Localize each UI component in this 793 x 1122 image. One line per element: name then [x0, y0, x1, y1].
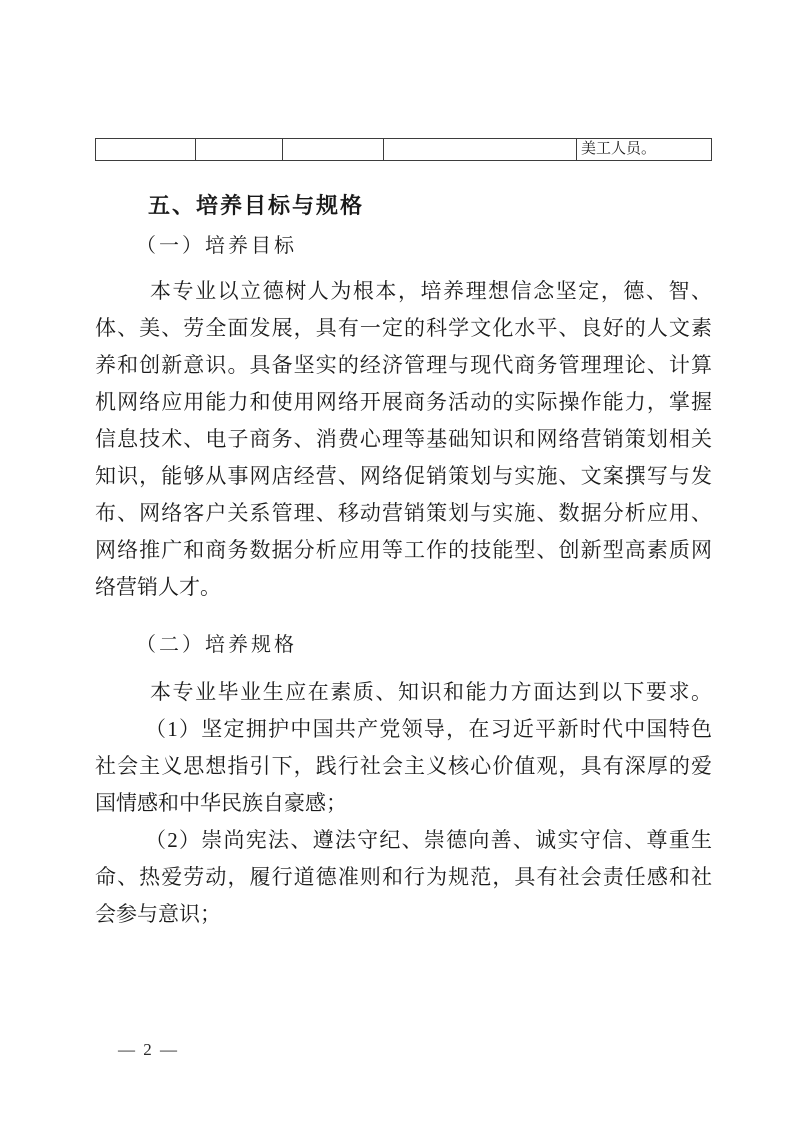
paragraph-line: 络营销人才。	[95, 575, 221, 599]
paragraph-line: 网络推广和商务数据分析应用等工作的技能型、创新型高素质网	[95, 538, 712, 562]
paragraph-line: 国情感和中华民族自豪感；	[95, 791, 347, 815]
paragraph-line: 命、热爱劳动，履行道德准则和行为规范，具有社会责任感和社	[95, 865, 712, 889]
subheading-training-goal: （一）培养目标	[136, 235, 297, 257]
paragraph-line: 本专业以立德树人为根本，培养理想信念坚定，德、智、	[150, 279, 712, 303]
paragraph-training-goal	[95, 273, 712, 606]
subheading-training-spec: （二）培养规格	[136, 634, 297, 656]
paragraph-spec-intro: 本专业毕业生应在素质、知识和能力方面达到以下要求。	[150, 680, 712, 704]
paragraph-line: 信息技术、电子商务、消费心理等基础知识和网络营销策划相关	[95, 427, 712, 451]
paragraph-line: 机网络应用能力和使用网络开展商务活动的实际操作能力，掌握	[95, 390, 712, 414]
paragraph-line: 体、美、劳全面发展，具有一定的科学文化水平、良好的人文素	[95, 316, 712, 340]
paragraph-line: 布、网络客户关系管理、移动营销策划与实施、数据分析应用、	[95, 501, 712, 525]
table-last-row	[95, 138, 712, 161]
table-cell	[384, 139, 577, 160]
paragraph-line: （1）坚定拥护中国共产党领导，在习近平新时代中国特色	[145, 717, 712, 741]
table-cell	[96, 139, 196, 160]
paragraph-line: （2）崇尚宪法、遵法守纪、崇德向善、诚实守信、尊重生	[145, 828, 712, 852]
table-cell	[196, 139, 283, 160]
page-number: — 2 —	[118, 1040, 179, 1059]
paragraph-item1	[95, 711, 712, 822]
paragraph-line: 会参与意识；	[95, 902, 221, 926]
section-heading: 五、培养目标与规格	[148, 193, 365, 218]
paragraph-item2	[95, 822, 712, 933]
paragraph-line: 知识，能够从事网店经营、网络促销策划与实施、文案撰写与发	[95, 464, 712, 488]
table-cell	[283, 139, 384, 160]
page-content	[95, 138, 712, 933]
paragraph-line: 社会主义思想指引下，践行社会主义核心价值观，具有深厚的爱	[95, 754, 712, 778]
paragraph-line: 养和创新意识。具备坚实的经济管理与现代商务管理理论、计算	[95, 353, 712, 377]
table-cell-staff: 美工人员。	[581, 141, 657, 157]
